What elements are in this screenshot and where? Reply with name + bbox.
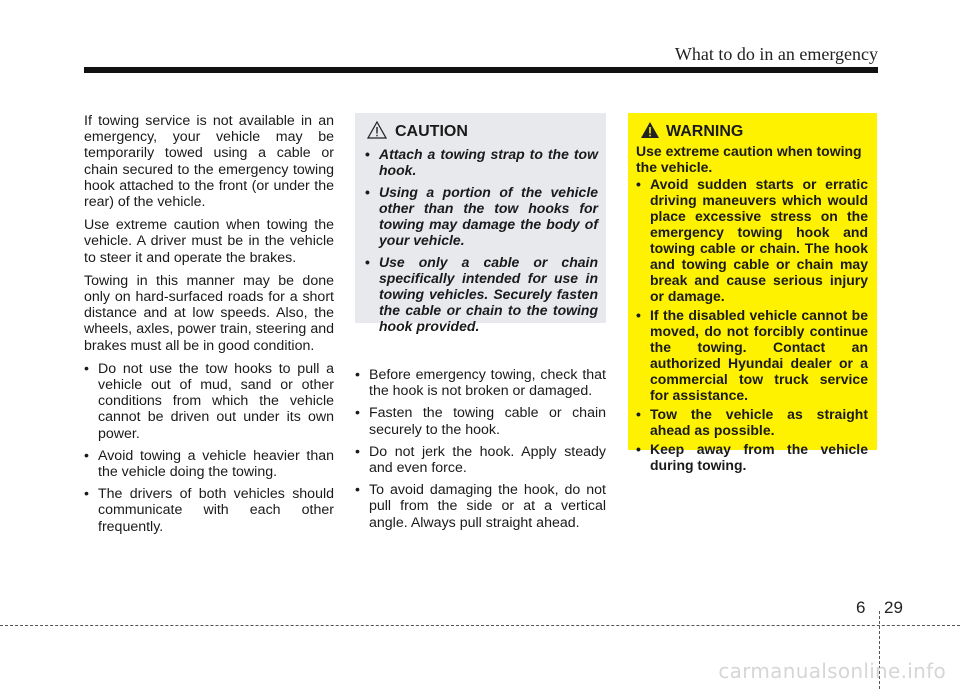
section-title: What to do in an emergency: [674, 44, 878, 64]
caution-title: CAUTION: [395, 123, 468, 140]
list-item: • Avoid towing a vehicle heavier than the vehicle doing the towing.: [84, 448, 334, 480]
warning-title: WARNING: [666, 123, 744, 140]
bullet-list: [84, 361, 334, 535]
paragraph: Towing in this manner may be done only on hard-surfaced roads for a short distance and at low speeds. Also, the wheels, axles, power train, steering and brakes must all be in good condition.: [84, 272, 334, 354]
list-item: • To avoid damaging the hook, do not pull from the side or at a vertical angle. Always pull straight ahead.: [355, 482, 606, 531]
warning-list: [636, 176, 868, 473]
list-item: • Fasten the towing cable or chain securely to the hook.: [355, 405, 606, 437]
warning-item: • If the disabled vehicle cannot be moved, do not forcibly continue the towing. Contact an authorized Hyundai dealer or a commercial tow truck service for assistance.: [636, 307, 868, 403]
warning-triangle-icon: [640, 121, 666, 144]
warning-box: [628, 113, 877, 473]
warning-header: [636, 122, 868, 142]
warning-item: • Keep away from the vehicle during towing.: [636, 441, 868, 473]
caution-triangle-icon: [365, 121, 395, 144]
list-item: • Do not jerk the hook. Apply steady and even force.: [355, 444, 606, 476]
caution-list: [365, 146, 598, 334]
left-column: [84, 113, 334, 541]
caution-box: [355, 113, 606, 334]
page-number: 29: [884, 598, 903, 617]
warning-item: • Avoid sudden starts or erratic driving maneuvers which would place excessive stress on the emergency towing hook and towing cable or chain. The hook and towing cable or chain may break and cause serious injury or damage.: [636, 176, 868, 304]
caution-item: • Use only a cable or chain specifically intended for use in towing vehicles. Securely fasten the cable or chain to the towing hook provided.: [365, 254, 598, 334]
paragraph: Use extreme caution when towing the vehicle. A driver must be in the vehicle to steer it and operate the brakes.: [84, 217, 334, 266]
bullet-list: [355, 367, 606, 531]
chapter-number: 6: [856, 598, 866, 617]
caution-item: • Using a portion of the vehicle other than the tow hooks for towing may damage the body of your vehicle.: [365, 184, 598, 248]
watermark: carmanualsonline.info: [718, 659, 946, 683]
caution-item: • Attach a towing strap to the tow hook.: [365, 146, 598, 178]
paragraph: If towing service is not available in an emergency, your vehicle may be temporarily towed using a cable or chain secured to the emergency towing hook attached to the front (or under the rear) of the vehicle.: [84, 113, 334, 211]
list-item: • The drivers of both vehicles should communicate with each other frequently.: [84, 486, 334, 535]
warning-intro: Use extreme caution when towing the vehicle.: [636, 143, 862, 175]
list-item: • Before emergency towing, check that the hook is not broken or damaged.: [355, 367, 606, 399]
header-divider: [84, 67, 878, 73]
middle-column: [355, 367, 606, 537]
footer-divider: [0, 625, 960, 626]
warning-item: • Tow the vehicle as straight ahead as possible.: [636, 406, 868, 438]
list-item: • Do not use the tow hooks to pull a vehicle out of mud, sand or other conditions from which the vehicle cannot be driven out under its own power.: [84, 361, 334, 442]
caution-header: [365, 122, 598, 142]
